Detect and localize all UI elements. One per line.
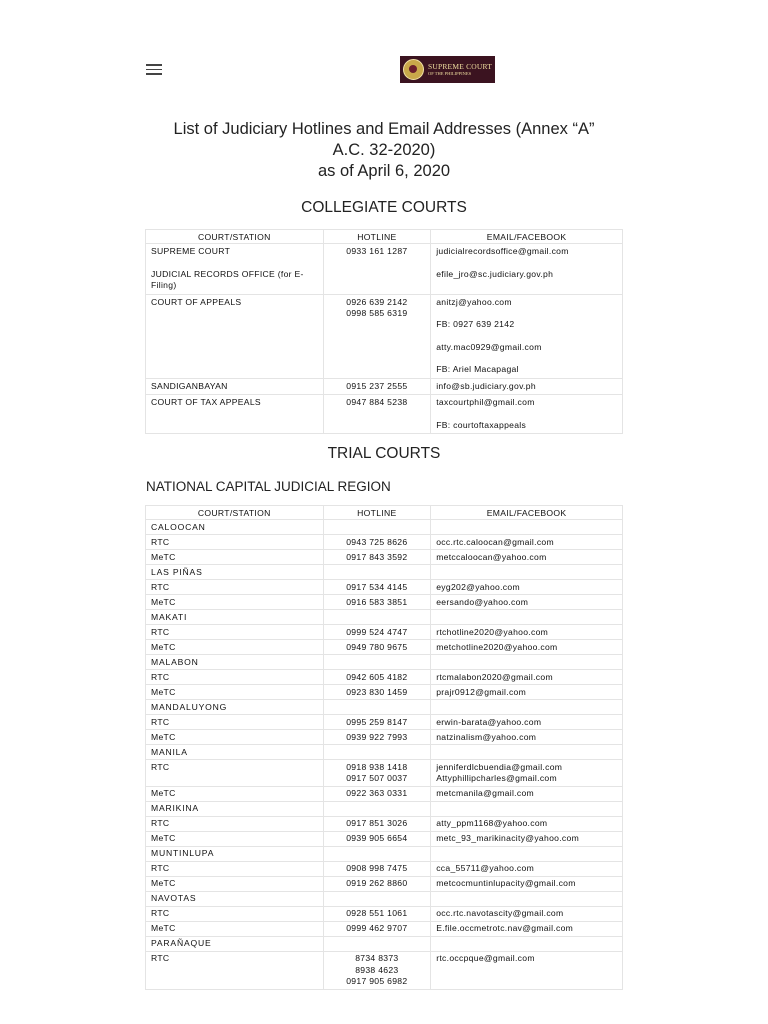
collegiate-courts-heading: COLLEGIATE COURTS (301, 199, 467, 216)
table-row (146, 786, 623, 801)
title-line-1: List of Judiciary Hotlines and Email Addresses (Annex “A” (173, 120, 595, 138)
table-row (146, 535, 623, 550)
email[interactable]: Attyphillipcharles@gmail.com (436, 773, 557, 783)
hotline-cell (323, 294, 431, 378)
hotline: 0999 462 9707 (323, 921, 431, 936)
table-row (146, 861, 623, 876)
column-header: HOTLINE (323, 506, 431, 520)
court-type: MeTC (146, 640, 324, 655)
hotline: 0908 998 7475 (323, 861, 431, 876)
group-row (146, 846, 623, 861)
hotline: 0922 363 0331 (323, 786, 431, 801)
hotline: 0949 780 9675 (323, 640, 431, 655)
hotline: 0939 905 6654 (323, 831, 431, 846)
hotline: 0943 725 8626 (323, 535, 431, 550)
column-header: HOTLINE (323, 230, 431, 244)
email[interactable]: info@sb.judiciary.gov.ph (436, 380, 536, 391)
group-row (146, 801, 623, 816)
trial-courts-heading: TRIAL COURTS (327, 445, 441, 462)
hotline-cell (323, 395, 431, 434)
court-type: RTC (146, 625, 324, 640)
email[interactable]: metchotline2020@yahoo.com (431, 640, 623, 655)
hotline: 0916 583 3851 (323, 595, 431, 610)
email[interactable]: efile_jro@sc.judiciary.gov.ph (436, 268, 554, 279)
email[interactable]: E.file.occmetrotc.nav@gmail.com (431, 921, 623, 936)
email[interactable]: atty_ppm1168@yahoo.com (431, 816, 623, 831)
table-row (146, 640, 623, 655)
collegiate-courts-table (145, 229, 623, 434)
table-row (146, 378, 623, 395)
group-row (146, 610, 623, 625)
hotline: 0917 534 4145 (323, 580, 431, 595)
city-name: MARIKINA (146, 801, 324, 816)
hotline-cell (323, 951, 431, 989)
hotline-cell (323, 760, 431, 787)
court-name: COURT OF APPEALS (151, 296, 242, 307)
email[interactable]: taxcourtphil@gmail.com (436, 397, 535, 407)
contact-cell (431, 244, 623, 295)
table-row (146, 730, 623, 745)
court-type: MeTC (146, 685, 324, 700)
court-cell (146, 294, 324, 378)
table-row (146, 760, 623, 787)
top-bar (0, 0, 768, 100)
court-type: RTC (146, 906, 324, 921)
table-header-row (146, 230, 623, 244)
city-name: MANILA (146, 745, 324, 760)
title-line-2: A.C. 32-2020) (332, 141, 436, 159)
court-name: COURT OF TAX APPEALS (151, 397, 261, 407)
page-title (0, 119, 768, 182)
email[interactable]: judicialrecordsoffice@gmail.com (436, 246, 569, 256)
table-row (146, 670, 623, 685)
city-name: NAVOTAS (146, 891, 324, 906)
facebook: FB: courtoftaxappeals (436, 419, 527, 430)
hotline: 0995 259 8147 (323, 715, 431, 730)
table-row (146, 625, 623, 640)
table-header-row (146, 506, 623, 520)
table-row (146, 550, 623, 565)
email[interactable]: rtchotline2020@yahoo.com (431, 625, 623, 640)
hotline: 0918 938 1418 (346, 761, 408, 772)
facebook: FB: Ariel Macapagal (436, 364, 519, 374)
table-row (146, 294, 623, 378)
hotline: 0928 551 1061 (323, 906, 431, 921)
hamburger-menu-icon[interactable] (146, 64, 162, 75)
court-type: RTC (146, 760, 324, 787)
court-type: RTC (146, 816, 324, 831)
email[interactable]: rtcmalabon2020@gmail.com (431, 670, 623, 685)
hotline: 0926 639 2142 (346, 296, 408, 307)
city-name: MUNTINLUPA (146, 846, 324, 861)
column-header: EMAIL/FACEBOOK (431, 230, 623, 244)
logo-main-text: SUPREME COURT (428, 62, 493, 71)
group-row (146, 565, 623, 580)
table-row (146, 715, 623, 730)
email[interactable]: eyg202@yahoo.com (431, 580, 623, 595)
email[interactable]: occ.rtc.navotascity@gmail.com (431, 906, 623, 921)
city-name: MALABON (146, 655, 324, 670)
email[interactable]: natzinalism@yahoo.com (431, 730, 623, 745)
table-row (146, 876, 623, 891)
court-type: MeTC (146, 550, 324, 565)
hotline: 8938 4623 (355, 964, 399, 975)
court-type: MeTC (146, 921, 324, 936)
email[interactable]: anitzj@yahoo.com (436, 296, 512, 307)
table-row (146, 906, 623, 921)
court-name: SUPREME COURT (151, 246, 231, 256)
court-cell (146, 244, 324, 295)
logo-sub-text: OF THE PHILIPPINES (428, 70, 472, 76)
hotline: 0933 161 1287 (346, 246, 408, 256)
contact-cell (431, 294, 623, 378)
hotline: 0917 507 0037 (346, 773, 408, 783)
court-type: MeTC (146, 730, 324, 745)
email[interactable]: cca_55711@yahoo.com (431, 861, 623, 876)
email[interactable]: eersando@yahoo.com (431, 595, 623, 610)
contact-cell (431, 378, 623, 395)
city-name: MANDALUYONG (146, 700, 324, 715)
table-row (146, 395, 623, 434)
email[interactable]: atty.mac0929@gmail.com (436, 341, 542, 352)
group-row (146, 700, 623, 715)
court-name: SANDIGANBAYAN (151, 380, 228, 391)
hotline: 0917 851 3026 (323, 816, 431, 831)
court-type: RTC (146, 951, 324, 989)
hotline: 0917 843 3592 (323, 550, 431, 565)
hotline: 0923 830 1459 (323, 685, 431, 700)
hotline: 0917 905 6982 (346, 976, 408, 986)
court-name: JUDICIAL RECORDS OFFICE (for E-Filing) (151, 268, 304, 290)
table-row (146, 580, 623, 595)
hotline-cell (323, 378, 431, 395)
column-header: COURT/STATION (146, 230, 324, 244)
hotline: 0919 262 8860 (323, 876, 431, 891)
email-cell (431, 760, 623, 787)
court-type: RTC (146, 535, 324, 550)
facebook: FB: 0927 639 2142 (436, 319, 515, 329)
court-type: MeTC (146, 876, 324, 891)
email[interactable]: metc_93_marikinacity@yahoo.com (431, 831, 623, 846)
table-row (146, 831, 623, 846)
court-type: MeTC (146, 831, 324, 846)
hotline: 0915 237 2555 (346, 380, 408, 391)
title-line-3: as of April 6, 2020 (317, 162, 451, 180)
email[interactable]: occ.rtc.caloocan@gmail.com (431, 535, 623, 550)
region-heading: NATIONAL CAPITAL JUDICIAL REGION (146, 479, 391, 494)
court-type: RTC (146, 861, 324, 876)
hotline: 0939 922 7993 (323, 730, 431, 745)
table-row (146, 244, 623, 295)
column-header: COURT/STATION (146, 506, 324, 520)
court-type: MeTC (146, 595, 324, 610)
email[interactable]: metccaloocan@yahoo.com (431, 550, 623, 565)
hotline: 8734 8373 (355, 953, 399, 963)
email[interactable]: metcmanila@gmail.com (431, 786, 623, 801)
hotline: 0942 605 4182 (323, 670, 431, 685)
table-row (146, 685, 623, 700)
contact-cell (431, 395, 623, 434)
email[interactable]: jenniferdlcbuendia@gmail.com (436, 761, 563, 772)
hotline-cell (323, 244, 431, 295)
table-row (146, 816, 623, 831)
table-row (146, 595, 623, 610)
trial-courts-table (145, 505, 623, 990)
email[interactable]: erwin-barata@yahoo.com (431, 715, 623, 730)
supreme-court-logo[interactable] (400, 56, 495, 83)
group-row (146, 891, 623, 906)
city-name: LAS PIÑAS (146, 565, 324, 580)
city-name: PARAÑAQUE (146, 936, 324, 951)
group-row (146, 655, 623, 670)
court-type: RTC (146, 670, 324, 685)
table-row (146, 951, 623, 989)
email[interactable]: prajr0912@gmail.com (431, 685, 623, 700)
hotline: 0998 585 6319 (346, 308, 408, 318)
hotline: 0999 524 4747 (323, 625, 431, 640)
court-type: MeTC (146, 786, 324, 801)
table-row (146, 921, 623, 936)
group-row (146, 936, 623, 951)
court-seal-icon (403, 59, 424, 80)
email[interactable]: rtc.occpque@gmail.com (431, 951, 623, 989)
logo-text (428, 63, 492, 76)
court-type: RTC (146, 715, 324, 730)
group-row (146, 745, 623, 760)
city-name: CALOOCAN (146, 520, 324, 535)
city-name: MAKATI (146, 610, 324, 625)
court-cell (146, 378, 324, 395)
group-row (146, 520, 623, 535)
email[interactable]: metcocmuntinlupacity@gmail.com (431, 876, 623, 891)
hotline: 0947 884 5238 (346, 397, 408, 407)
court-cell (146, 395, 324, 434)
court-type: RTC (146, 580, 324, 595)
column-header: EMAIL/FACEBOOK (431, 506, 623, 520)
